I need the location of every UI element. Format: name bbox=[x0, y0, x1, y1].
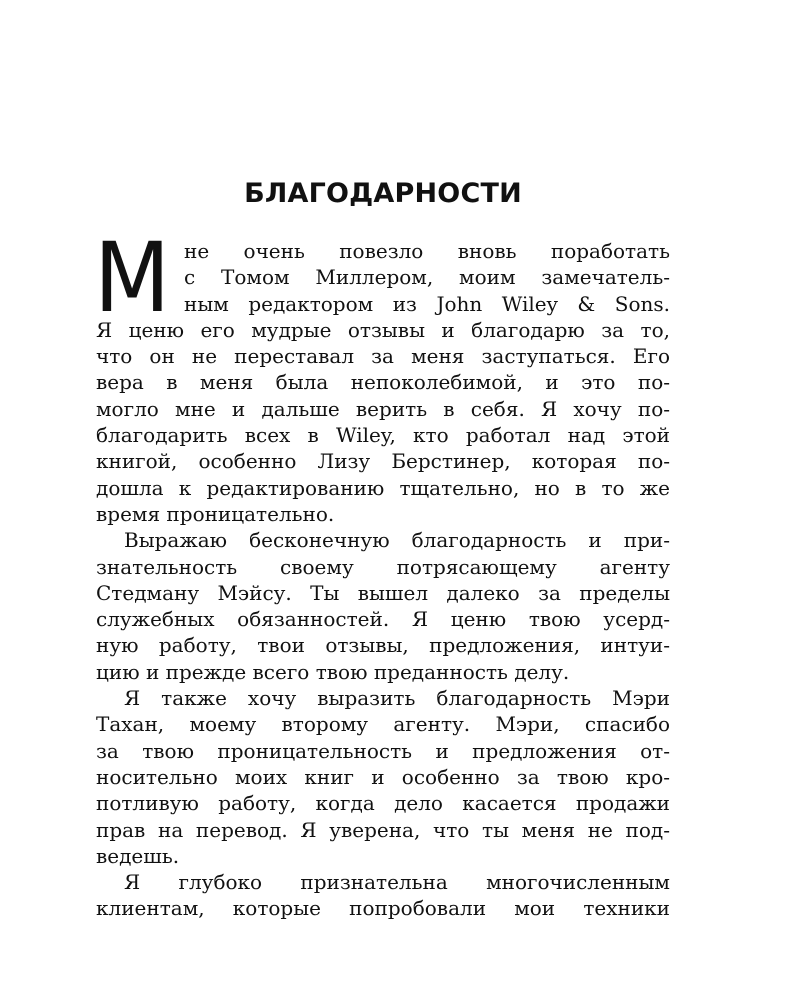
text-line: Я также хочу выразить благодарность Мэри bbox=[124, 686, 670, 711]
text-line: ным редактором из John Wiley & Sons. bbox=[184, 291, 670, 316]
paragraph bbox=[96, 685, 670, 869]
drop-cap: М bbox=[94, 222, 171, 334]
text-line: знательность своему потрясающему агенту bbox=[96, 554, 670, 579]
text-line: Тахан, моему второму агенту. Мэри, спасибо bbox=[96, 712, 670, 737]
body-text bbox=[94, 222, 670, 922]
text-line: не очень повезло вновь поработать bbox=[184, 239, 670, 263]
text-line: с Томом Миллером, моим замечатель- bbox=[184, 265, 670, 290]
text-line: служебных обязанностей. Я ценю твою усерд- bbox=[96, 607, 670, 632]
text-line: благодарить всех в Wiley, кто работал над этой bbox=[96, 423, 670, 448]
text-line: что он не переставал за меня заступаться. Его bbox=[96, 344, 670, 369]
text-line: ную работу, твои отзывы, предложения, интуи- bbox=[96, 633, 670, 658]
text-line: Я ценю его мудрые отзывы и благодарю за то, bbox=[96, 317, 670, 342]
book-page bbox=[96, 0, 670, 1000]
text-line: цию и прежде всего твою преданность делу. bbox=[96, 659, 570, 684]
text-line: Выражаю бесконечную благодарность и при- bbox=[124, 528, 670, 553]
paragraph bbox=[96, 527, 670, 685]
text-line: Я глубоко признательна многочисленным bbox=[124, 870, 670, 895]
text-line: носительно моих книг и особенно за твою кро- bbox=[96, 764, 670, 789]
text-line: вера в меня была непоколебимой, и это по- bbox=[96, 370, 670, 395]
text-line: дошла к редактированию тщательно, но в то же bbox=[96, 475, 670, 500]
paragraph bbox=[96, 869, 670, 922]
text-line: Стедману Мэйсу. Ты вышел далеко за пределы bbox=[96, 580, 670, 605]
text-line: за твою проницательность и предложения от- bbox=[96, 738, 670, 763]
text-line: время проницательно. bbox=[96, 501, 335, 526]
text-line: могло мне и дальше верить в себя. Я хочу по- bbox=[96, 396, 670, 421]
paragraph bbox=[96, 238, 670, 527]
chapter-heading: БЛАГОДАРНОСТИ bbox=[244, 178, 522, 209]
text-line: прав на перевод. Я уверена, что ты меня не под- bbox=[96, 817, 670, 842]
text-line: книгой, особенно Лизу Берстинер, которая по- bbox=[96, 449, 670, 474]
text-line: ведешь. bbox=[96, 843, 180, 868]
text-line: клиентам, которые попробовали мои техники bbox=[96, 896, 670, 921]
text-line: потливую работу, когда дело касается продажи bbox=[96, 791, 670, 816]
